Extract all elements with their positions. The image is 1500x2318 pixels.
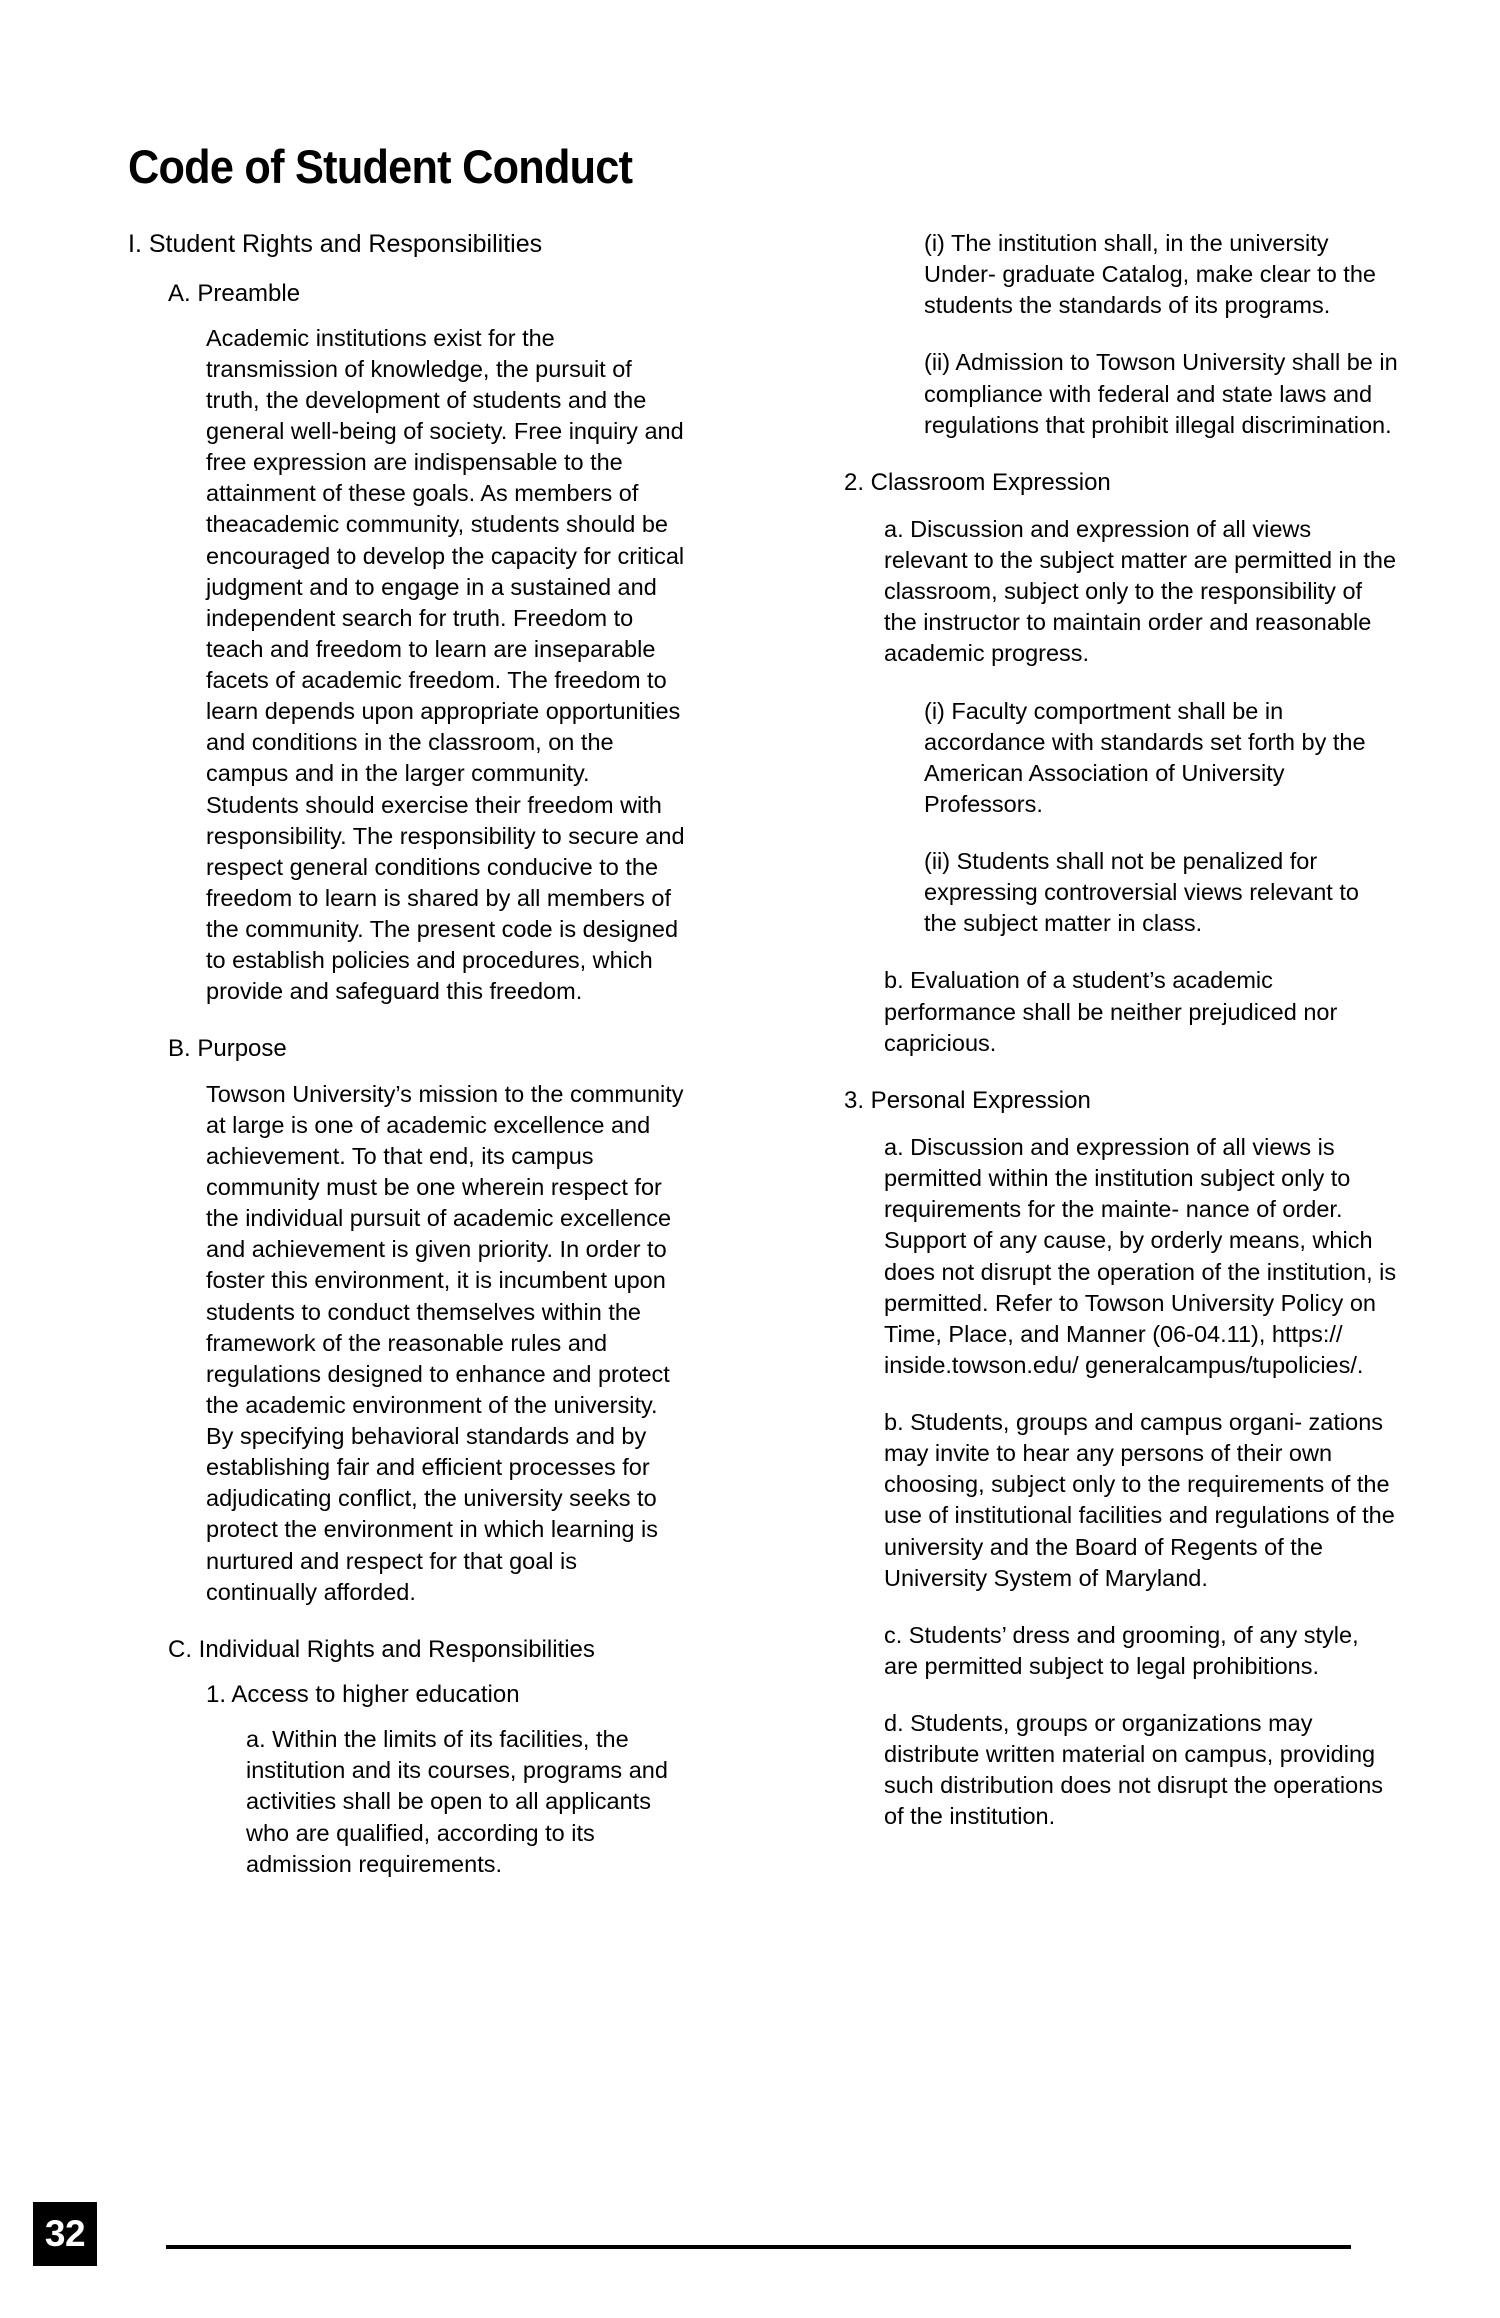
page-number-badge: 32 <box>33 2202 97 2266</box>
subsection-heading-a-preamble: A. Preamble <box>168 279 301 307</box>
subsection-heading-b-purpose: B. Purpose <box>168 1035 287 1063</box>
item-2b-paragraph: b. Evaluation of a student’s academic performance shall be neither prejudiced nor capricious. <box>884 967 1338 1056</box>
subsection-heading-c-individual-rights: C. Individual Rights and Responsibilities <box>168 1635 595 1663</box>
item-1a-i-paragraph: (i) The institution shall, in the university Under- graduate Catalog, make clear to the students the standards of its programs. <box>924 230 1376 319</box>
preamble-paragraph: Academic institutions exist for the transmission of knowledge, the pursuit of truth, the development of students and the general well-being of society. Free inquiry and free expression are indispensable to the attainment of these goals. As members of theacademic community, students should be encouraged to develop the capacity for critical judgment and to engage in a sustained and independent search for truth. Freedom to teach and freedom to learn are inseparable facets of academic freedom. The freedom to learn depends upon appropriate opportunities and conditions in the classroom, on the campus and in the larger community. Students should exercise their freedom with responsibility. The responsibility to secure and respect general conditions conducive to the freedom to learn is shared by all members of the community. The present code is designed to establish policies and procedures, which provide and safeguard this freedom. <box>206 324 685 1005</box>
item-2a-i-paragraph: (i) Faculty comportment shall be in accordance with standards set forth by the American Association of University Professors. <box>924 697 1366 817</box>
section-heading-i: I. Student Rights and Responsibilities <box>128 230 543 258</box>
left-column <box>128 228 688 1904</box>
right-column <box>838 228 1398 1859</box>
item-heading-1-access-to-higher-education: 1. Access to higher education <box>206 1680 520 1708</box>
item-heading-2-classroom-expression: 2. Classroom Expression <box>844 468 1111 496</box>
purpose-paragraph: Towson University’s mission to the community at large is one of academic excellence and achievement. To that end, its campus community must be one wherein respect for the individual pursuit of academic excellence and achievement is given priority. In order to foster this environment, it is incumbent upon students to conduct themselves within the framework of the reasonable rules and regulations designed to enhance and protect the academic environment of the university. By specifying behavioral standards and by establishing fair and efficient processes for adjudicating conflict, the university seeks to protect the environment in which learning is nurtured and respect for that goal is continually afforded. <box>206 1080 684 1605</box>
item-2a-ii-paragraph: (ii) Students shall not be penalized for expressing controversial views relevant to the subject matter in class. <box>924 848 1359 937</box>
item-3b-paragraph: b. Students, groups and campus organi- zations may invite to hear any persons of their own choosing, subject only to the requirements of the use of institutional facilities and regulations of the university and the Board of Regents of the University System of Maryland. <box>884 1409 1395 1591</box>
item-heading-3-personal-expression: 3. Personal Expression <box>844 1086 1091 1114</box>
item-3d-paragraph: d. Students, groups or organizations may distribute written material on campus, providing such distribution does not disrupt the operations of the institution. <box>884 1710 1384 1830</box>
item-2a-paragraph: a. Discussion and expression of all views relevant to the subject matter are permitted in the classroom, subject only to the responsibility of the instructor to maintain order and reasonable academic progress. <box>884 515 1397 667</box>
item-1a-paragraph: a. Within the limits of its facilities, the institution and its courses, programs and activities shall be open to all applicants who are qualified, according to its admission requirements. <box>246 1726 668 1877</box>
page-title: Code of Student Conduct <box>128 140 633 194</box>
item-3a-paragraph: a. Discussion and expression of all views is permitted within the institution subject only to requirements for the mainte- nance of order. Support of any cause, by orderly means, which does not disrupt the operation of the institution, is permitted. Refer to Towson University Policy on Time, Place, and Manner (06-04.11), https:// inside.towson.edu/ generalcampus/tupolicies/. <box>884 1134 1397 1378</box>
item-3c-paragraph: c. Students’ dress and grooming, of any style, are permitted subject to legal prohibitions. <box>884 1621 1359 1679</box>
page-footer <box>0 2202 1500 2272</box>
item-1a-ii-paragraph: (ii) Admission to Towson University shall be in compliance with federal and state laws and regulations that prohibit illegal discrimination. <box>924 349 1398 438</box>
footer-horizontal-rule <box>166 2245 1351 2249</box>
